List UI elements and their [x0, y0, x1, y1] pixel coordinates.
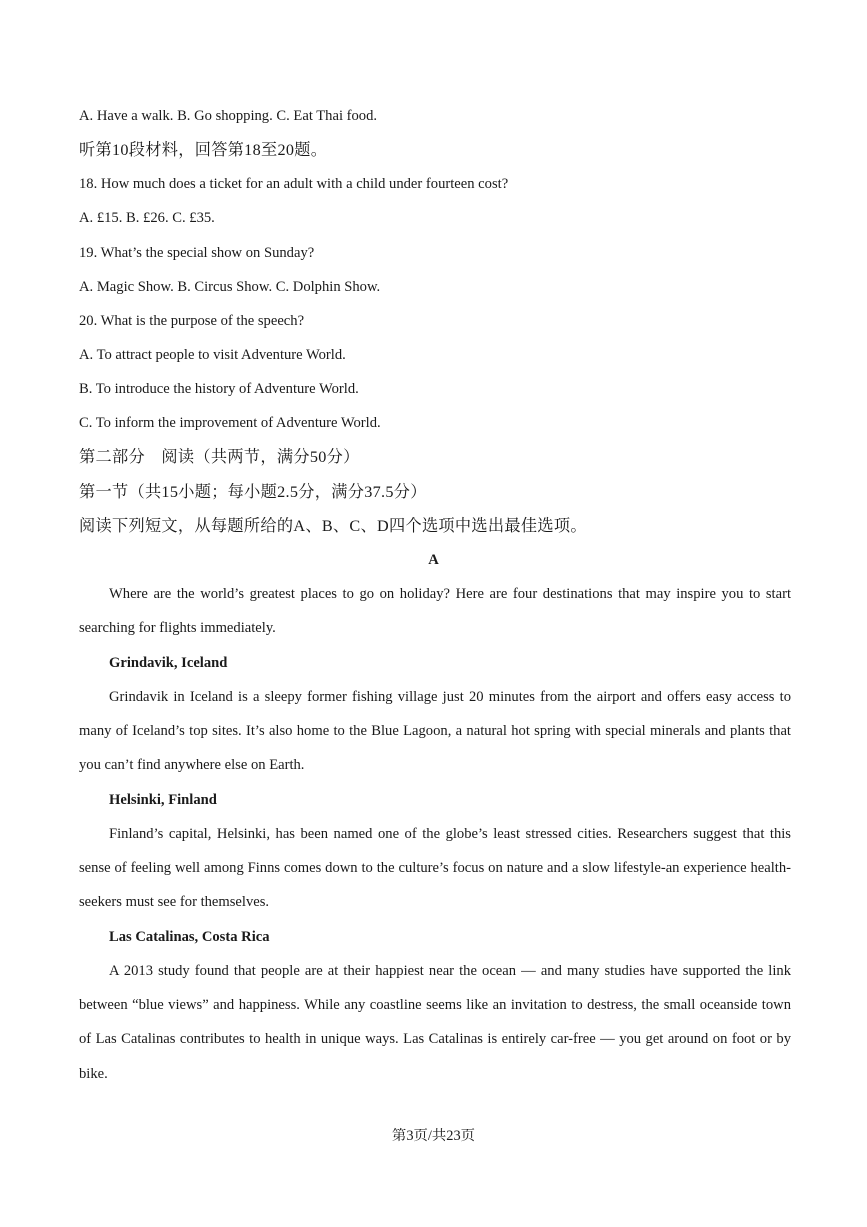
destination-heading-helsinki: Helsinki, Finland [109, 792, 217, 808]
reading-instructions: 阅读下列短文，从每题所给的A、B、C、D四个选项中选出最佳选项。 [79, 517, 587, 535]
question-20-option-a: A. To attract people to visit Adventure World. [79, 347, 346, 363]
destination-heading-las-catalinas: Las Catalinas, Costa Rica [109, 929, 270, 945]
section1-header: 第一节（共15小题；每小题2.5分，满分37.5分） [79, 483, 427, 501]
destination-paragraph-grindavik: Grindavik in Iceland is a sleepy former fishing village just 20 minutes from the airport and offers easy access to many of Iceland’s top sites. It’s also home to the Blue Lagoon, a natural hot spring with special minerals and plants that you can’t find anywhere else on Earth. [79, 689, 791, 774]
question-18: 18. How much does a ticket for an adult with a child under fourteen cost? [79, 176, 509, 192]
destination-paragraph-las-catalinas: A 2013 study found that people are at their happiest near the ocean — and many studies have supported the link between “blue views” and happiness. While any coastline seems like an invitation to destress, the small oceanside town of Las Catalinas contributes to health in unique ways. Las Catalinas is entirely car-free — you get around on foot or by bike. [79, 963, 791, 1082]
question-20-option-c: C. To inform the improvement of Adventure World. [79, 415, 381, 431]
question-18-options: A. £15. B. £26. C. £35. [79, 210, 215, 226]
passage-label: A [428, 552, 439, 568]
question-19: 19. What’s the special show on Sunday? [79, 245, 315, 261]
destination-paragraph-helsinki: Finland’s capital, Helsinki, has been named one of the globe’s least stressed cities. Researchers suggest that this sense of feeling well among Finns comes down to the culture’s focus on nature and a slow lifestyle-an experience health-seekers must see for themselves. [79, 826, 791, 911]
passage-intro: Where are the world’s greatest places to go on holiday? Here are four destinations that may inspire you to start searching for flights immediately. [79, 586, 791, 637]
question-19-options: A. Magic Show. B. Circus Show. C. Dolphin Show. [79, 279, 381, 295]
question-20-option-b: B. To introduce the history of Adventure World. [79, 381, 359, 397]
page-number: 第3页/共23页 [391, 1128, 476, 1144]
q17-options: A. Have a walk. B. Go shopping. C. Eat Thai food. [79, 108, 378, 124]
section10-header: 听第10段材料，回答第18至20题。 [79, 141, 328, 159]
question-20: 20. What is the purpose of the speech? [79, 313, 305, 329]
part2-header: 第二部分 阅读（共两节，满分50分） [79, 448, 360, 466]
destination-heading-grindavik: Grindavik, Iceland [109, 655, 228, 671]
